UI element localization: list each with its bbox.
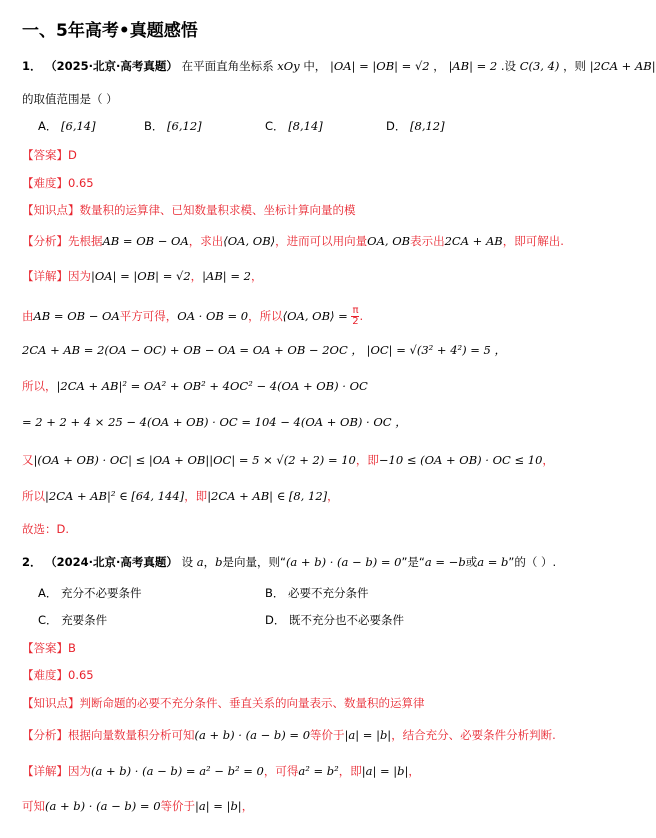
- detail-text: ，即: [355, 453, 379, 467]
- q1-stem-text: 中，: [303, 59, 327, 73]
- q1-detail-line4: = 2 + 2 + 4 × 25 − 4(OA + OB) · OC = 104 − 4(OA + OB) · OC ，: [22, 415, 407, 429]
- q2-stem: [22, 554, 556, 570]
- q2-math: a = −b: [424, 555, 466, 569]
- q1-stem-text: ，则: [563, 59, 587, 73]
- analysis-text: ，进而可以用向量: [275, 234, 368, 248]
- detail-text: ，可得: [263, 764, 299, 778]
- option-key: D．: [265, 613, 286, 627]
- q2-stem-text: ”是“: [401, 555, 425, 569]
- analysis-text: 等价于: [310, 728, 345, 742]
- detail-text: 等价于: [160, 799, 196, 813]
- detail-math: a² = b²: [298, 764, 339, 778]
- q1-option-b[interactable]: [144, 118, 202, 134]
- option-text: [8,14]: [288, 119, 323, 133]
- detail-text: 可知: [22, 799, 45, 813]
- option-key: B．: [144, 119, 164, 133]
- q2-math: a: [196, 555, 204, 569]
- fraction-numerator: π: [352, 305, 359, 316]
- option-text: [6,14]: [61, 119, 96, 133]
- option-key: B．: [265, 586, 285, 600]
- q1-stem-text: ，: [433, 59, 445, 73]
- fraction-denominator: 2: [352, 316, 359, 327]
- detail-math: |2CA + AB|² ∈ [64, 144]: [45, 489, 185, 503]
- option-text: 既不充分也不必要条件: [289, 613, 405, 627]
- q1-option-c[interactable]: [265, 118, 323, 134]
- detail-math: (a + b) · (a − b) = 0: [45, 799, 161, 813]
- q1-stem-text: 在平面直角坐标系: [181, 59, 274, 73]
- analysis-math: |a| = |b|: [344, 728, 392, 742]
- q1-number: 1．: [22, 59, 42, 73]
- q2-stem-text: ，: [203, 555, 216, 569]
- q1-math-c: C(3, 4): [519, 59, 560, 73]
- q1-detail-line5: [22, 452, 554, 468]
- q1-stem-text: .设: [500, 59, 517, 73]
- option-text: [6,12]: [167, 119, 202, 133]
- detail-text: 【详解】因为: [22, 764, 91, 778]
- detail-math: |OA| = |OB| = √2: [91, 269, 191, 283]
- q1-source: （2025·北京·高考真题）: [45, 59, 178, 73]
- detail-text: ，: [542, 453, 554, 467]
- detail-text: 由: [22, 309, 34, 323]
- q2-analysis: [22, 727, 556, 743]
- detail-math: |2CA + AB|² = OA² + OB² + 4OC² − 4(OA + OB) · OC: [56, 379, 368, 393]
- detail-text: ，所以: [248, 309, 283, 323]
- q1-option-d[interactable]: [386, 118, 445, 134]
- q2-stem-text: 是向量，则“: [222, 555, 286, 569]
- q2-stem-text: 设: [181, 555, 194, 569]
- q1-detail-line6: [22, 488, 339, 504]
- q1-answer: 【答案】D: [22, 148, 77, 162]
- detail-math: AB = OB − OA: [33, 309, 120, 323]
- detail-text: ，: [408, 764, 420, 778]
- option-key: C．: [265, 119, 285, 133]
- q2-option-d[interactable]: [265, 612, 404, 628]
- option-key: A．: [38, 119, 58, 133]
- detail-text: 【详解】因为: [22, 269, 91, 283]
- analysis-text: 【分析】根据向量数量积分析可知: [22, 728, 195, 742]
- detail-text: ，: [190, 269, 203, 283]
- detail-math: |2CA + AB| ∈ [8, 12]: [207, 489, 328, 503]
- q1-detail: [22, 268, 262, 284]
- detail-math: |a| = |b|: [361, 764, 409, 778]
- q2-difficulty: 【难度】0.65: [22, 668, 94, 682]
- option-key: C．: [38, 613, 58, 627]
- q2-number: 2．: [22, 555, 42, 569]
- analysis-math: OA, OB: [367, 234, 411, 248]
- section-title: 一、5年高考•真题感悟: [22, 21, 198, 41]
- analysis-math: 2CA + AB: [444, 234, 503, 248]
- detail-math: |AB| = 2: [202, 269, 251, 283]
- q1-math-xoy: xOy: [277, 59, 300, 73]
- q1-choice: 故选：D.: [22, 522, 70, 536]
- q2-answer: 【答案】B: [22, 641, 76, 655]
- analysis-math: ⟨OA, OB⟩: [223, 234, 276, 248]
- q2-last-line: [22, 798, 253, 814]
- detail-math: OA · OB = 0: [177, 309, 249, 323]
- q2-option-b[interactable]: [265, 585, 369, 601]
- option-key: A．: [38, 586, 58, 600]
- analysis-math: AB = OB − OA: [102, 234, 189, 248]
- option-text: [8,12]: [410, 119, 445, 133]
- q2-detail: [22, 763, 420, 779]
- q1-math-oa-ob: |OA| = |OB| = √2: [329, 59, 430, 73]
- q2-math: (a + b) · (a − b) = 0: [285, 555, 402, 569]
- detail-text: 平方可得，: [119, 309, 178, 323]
- q1-detail-line3: [22, 378, 368, 394]
- q1-stem-line2: 的取值范围是（ ）: [22, 92, 118, 106]
- analysis-text: ，即可解出.: [502, 234, 564, 248]
- q1-detail-line1: [22, 306, 363, 327]
- option-text: 必要不充分条件: [288, 586, 369, 600]
- detail-text: 又: [22, 453, 34, 467]
- detail-math: |a| = |b|: [195, 799, 242, 813]
- q2-math: a = b: [477, 555, 509, 569]
- detail-text: ，: [241, 799, 254, 813]
- detail-text: ，: [250, 269, 263, 283]
- analysis-text: ，结合充分、必要条件分析判断.: [391, 728, 556, 742]
- detail-text: ，即: [338, 764, 362, 778]
- detail-math: −10 ≤ (OA + OB) · OC ≤ 10: [378, 453, 543, 467]
- detail-text: 所以: [22, 489, 45, 503]
- analysis-text: 表示出: [410, 234, 445, 248]
- q1-math-ab: |AB| = 2: [448, 59, 498, 73]
- q1-option-a[interactable]: [38, 118, 96, 134]
- q1-stem: [22, 58, 656, 74]
- q1-detail-line2: 2CA + AB = 2(OA − OC) + OB − OA = OA + OB − 2OC ， |OC| = √(3² + 4²) = 5 ，: [22, 343, 507, 357]
- option-key: D．: [386, 119, 407, 133]
- q2-option-a[interactable]: [38, 585, 142, 601]
- q2-stem-text: ”的（ ）.: [508, 555, 557, 569]
- q2-source: （2024·北京·高考真题）: [45, 555, 178, 569]
- detail-math: (a + b) · (a − b) = a² − b² = 0: [91, 764, 264, 778]
- q1-difficulty: 【难度】0.65: [22, 176, 94, 190]
- detail-text: ，即: [184, 489, 208, 503]
- detail-math: ⟨OA, OB⟩ =: [282, 309, 348, 323]
- analysis-math: (a + b) · (a − b) = 0: [194, 728, 311, 742]
- q2-stem-text: 或: [465, 555, 478, 569]
- detail-text: 所以，: [22, 379, 57, 393]
- option-text: 充要条件: [61, 613, 108, 627]
- q1-knowledge: 【知识点】数量积的运算律、已知数量积求模、坐标计算向量的模: [22, 203, 356, 217]
- detail-text: ，: [327, 489, 339, 503]
- detail-text: .: [359, 309, 364, 323]
- q2-option-c[interactable]: [38, 612, 107, 628]
- q2-math: b: [215, 555, 223, 569]
- option-text: 充分不必要条件: [61, 586, 142, 600]
- q2-knowledge: 【知识点】判断命题的必要不充分条件、垂直关系的向量表示、数量积的运算律: [22, 696, 425, 710]
- q1-analysis: [22, 233, 564, 249]
- analysis-text: 【分析】先根据: [22, 234, 103, 248]
- q1-math-target: |2CA + AB|: [589, 59, 656, 73]
- detail-math: |(OA + OB) · OC| ≤ |OA + OB||OC| = 5 × √(2 + 2) = 10: [33, 453, 356, 467]
- analysis-text: ，求出: [188, 234, 224, 248]
